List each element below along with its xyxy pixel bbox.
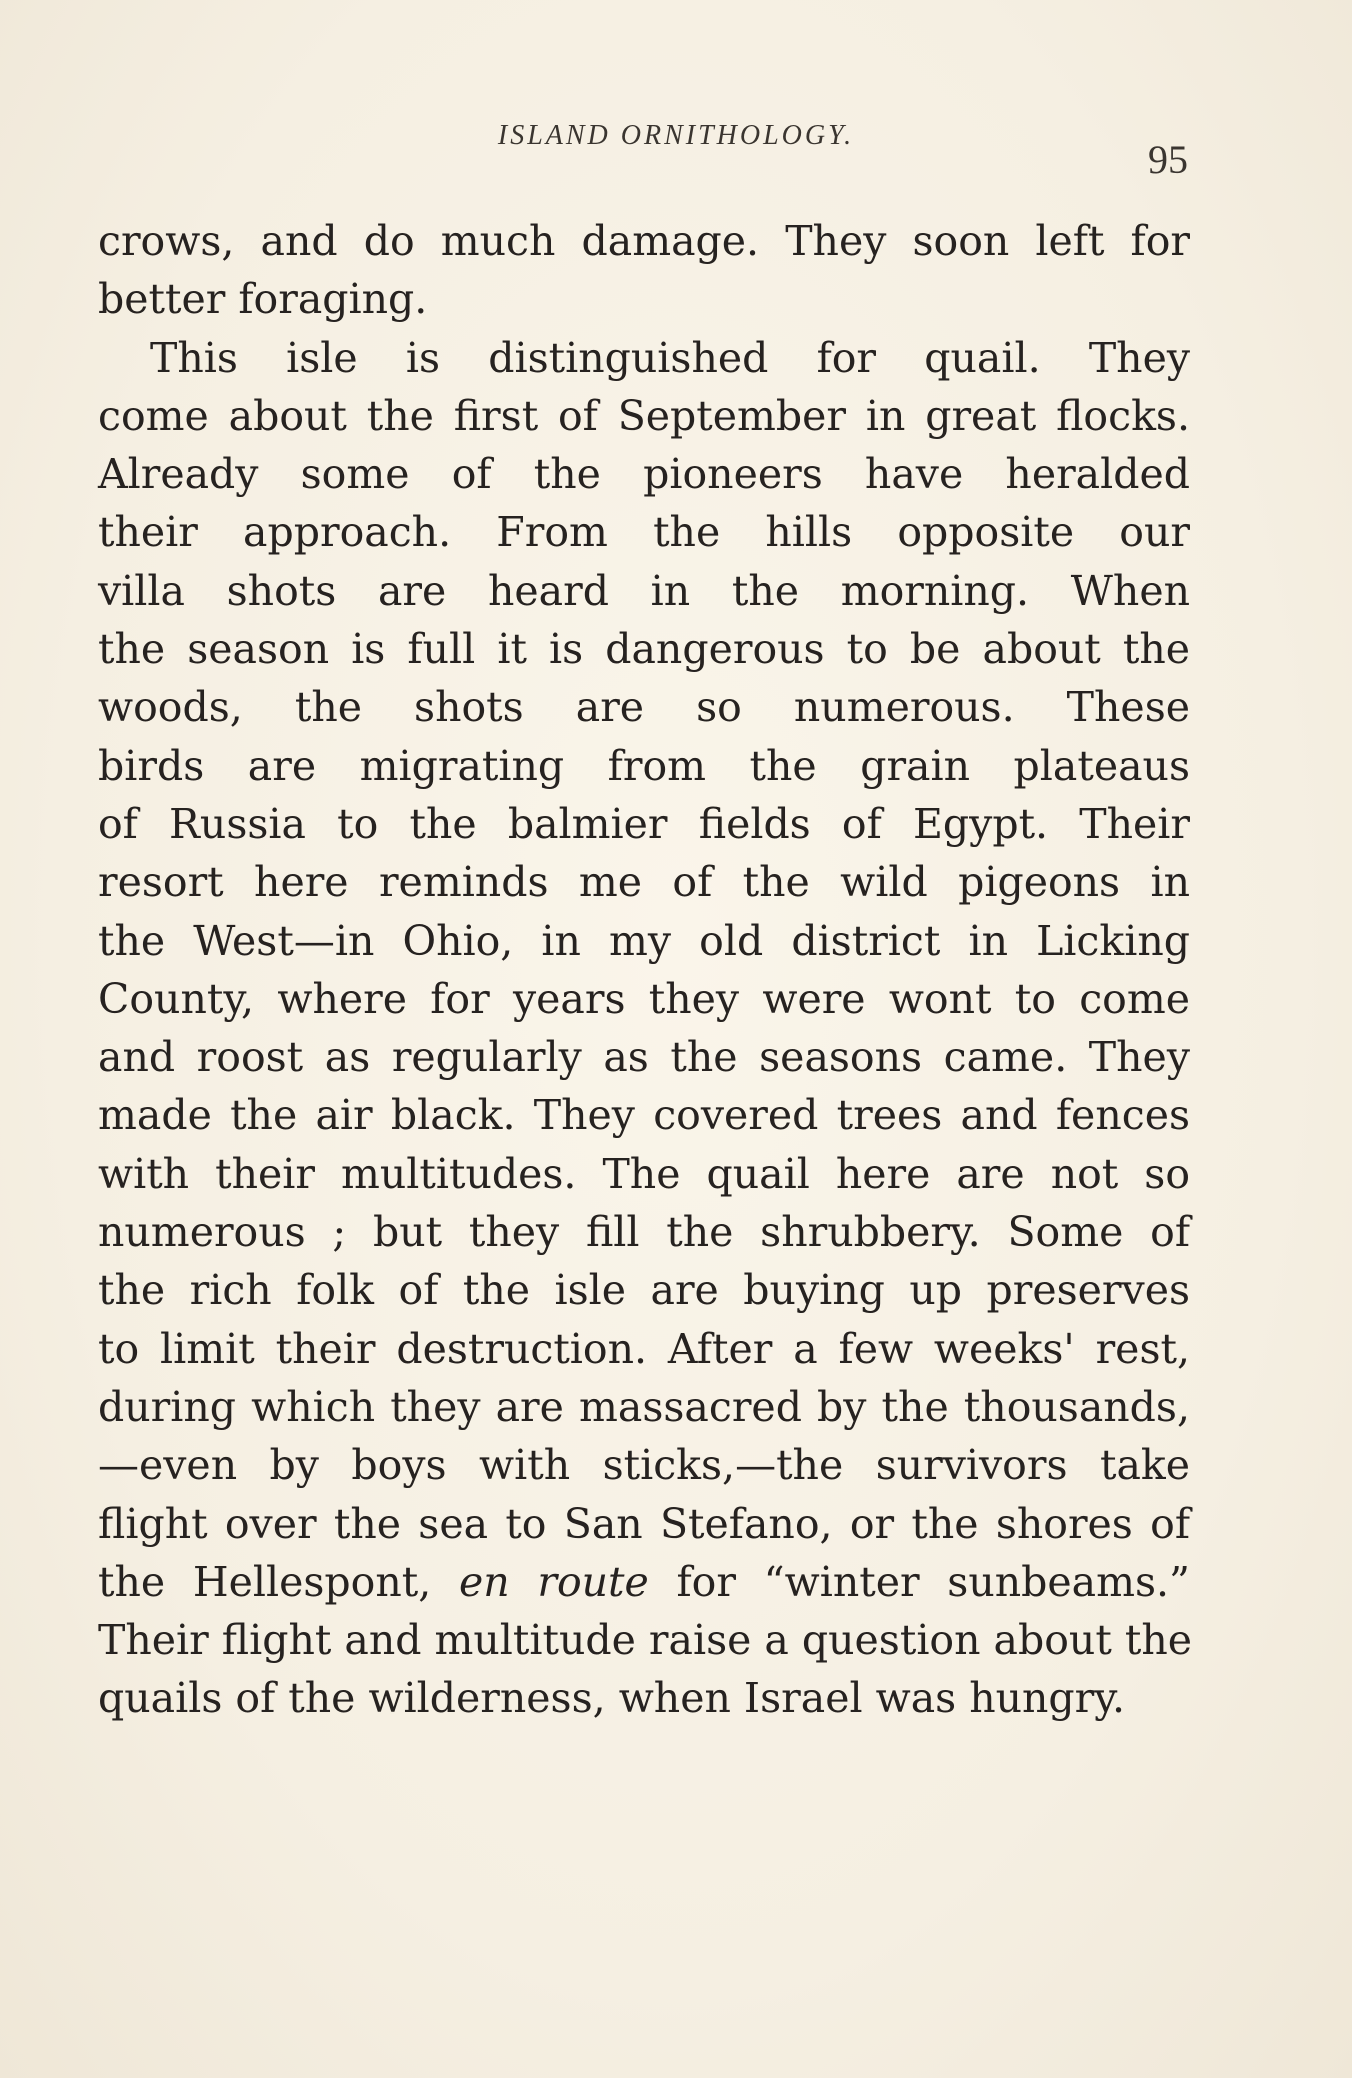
text-line: better foraging. — [98, 275, 428, 324]
text-line-with-italic — [98, 1553, 1190, 1611]
text-line: quails of the wilderness, when Israel was hungry. — [98, 1674, 1126, 1723]
text-line: to limit their destruction. After a few weeks' rest, — [98, 1324, 1190, 1373]
running-head: ISLAND ORNITHOLOGY. — [497, 120, 855, 151]
text-line: the West—in Ohio, in my old district in Licking — [98, 916, 1190, 965]
text-line: with their multitudes. The quail here are not so — [98, 1149, 1190, 1198]
text-line: Their flight and multitude raise a question about the — [98, 1616, 1192, 1665]
text-segment: for “winter sunbeams.” — [648, 1557, 1190, 1606]
italic-phrase: en route — [458, 1557, 649, 1606]
text-line: birds are migrating from the grain plateaus — [98, 741, 1190, 790]
text-line: made the air black. They covered trees and fences — [98, 1091, 1190, 1140]
text-line: villa shots are heard in the morning. When — [98, 566, 1190, 615]
text-segment: the Hellespont, — [98, 1557, 459, 1606]
text-line: the rich folk of the isle are buying up preserves — [98, 1266, 1190, 1315]
body-text — [98, 212, 1190, 1728]
text-line: crows, and do much damage. They soon left for — [98, 217, 1190, 265]
text-line: and roost as regularly as the seasons came. They — [98, 1033, 1190, 1082]
text-line: come about the first of September in great flocks. — [98, 391, 1190, 440]
text-line: Already some of the pioneers have heralded — [98, 450, 1190, 499]
text-line: during which they are massacred by the thousands, — [98, 1382, 1190, 1431]
text-line: numerous ; but they fill the shrubbery. Some of — [98, 1208, 1190, 1257]
page-number: 95 — [1148, 137, 1188, 182]
text-line: the season is full it is dangerous to be about the — [98, 625, 1190, 674]
text-line: This isle is distinguished for quail. They — [150, 333, 1190, 382]
text-line: resort here reminds me of the wild pigeons in — [98, 858, 1190, 907]
text-line: flight over the sea to San Stefano, or the shores of — [98, 1499, 1190, 1548]
text-line: woods, the shots are so numerous. These — [98, 683, 1190, 732]
text-line: —even by boys with sticks,—the survivors take — [98, 1441, 1190, 1490]
text-line: County, where for years they were wont to come — [98, 974, 1190, 1023]
text-line: of Russia to the balmier fields of Egypt. Their — [98, 799, 1190, 848]
text-line: their approach. From the hills opposite our — [98, 508, 1190, 557]
